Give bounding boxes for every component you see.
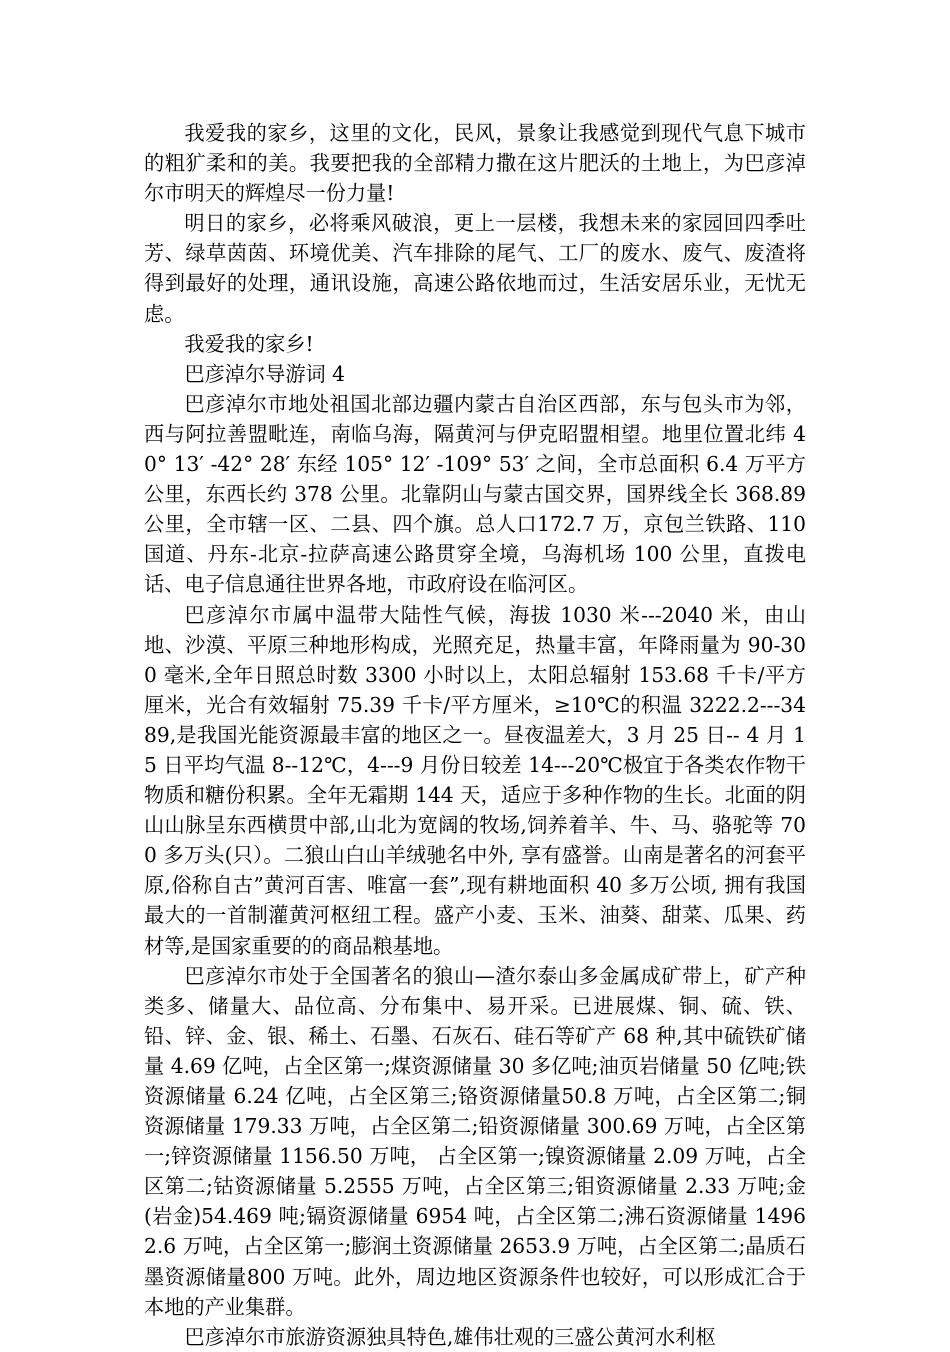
paragraph-tourism: 巴彦淖尔市旅游资源独具特色,雄伟壮观的三盛公黄河水利枢: [184, 1324, 716, 1349]
paragraph-climate: 巴彦淖尔市属中温带大陆性气候，海拔 1030 米---2040 米，由山地、沙漠、平原三种地形构成，光照充足，热量丰富，年降雨量为 90-300 毫米,全年日照总时数 3300 小时以上，太阳总辐射 153.68 千卡/平方厘米，光合有效辐射 75.39 千卡/平方厘米，≥10℃的积温 3222.2---3489,是我国光能资源最丰富的地区之一。昼夜温差大，3 月 25 日-- 4 月 15 日平均气温 8--12℃，4---9 月份日较差 14---20℃极宜于各类农作物干物质和糖份积累。全年无霜期 144 天，适应于多种作物的生长。北面的阴山山脉呈东西横贯中部,山北为宽阔的牧场,饲养着羊、牛、马、骆驼等 700 多万头(只）。二狼山白山羊绒驰名中外, 享有盛誉。山南是著名的河套平原,俗称自古”黄河百害、唯富一套”,现有耕地面积 40 多万公顷, 拥有我国最大的一首制灌黄河枢纽工程。盛产小麦、玉米、油葵、甜菜、瓜果、药材等,是国家重要的的商品粮基地。: [144, 602, 806, 958]
paragraph-geography: 巴彦淖尔市地处祖国北部边疆内蒙古自治区西部，东与包头市为邻，西与阿拉善盟毗连，南临乌海，隔黄河与伊克昭盟相望。地里位置北纬 40° 13′ -42° 28′ 东经 105° 12′ -109° 53′ 之间，全市总面积 6.4 万平方公里，东西长约 378 公里。北靠阴山与蒙古国交界，国界线全长 368.89 公里，全市辖一区、二县、四个旗。总人口172.7 万，京包兰铁路、110 国道、丹东-北京-拉萨高速公路贯穿全境，乌海机场 100 公里，直拨电话、电子信息通往世界各地，市政府设在临河区。: [144, 391, 806, 597]
section-heading: 巴彦淖尔导游词 4: [184, 361, 345, 386]
paragraph-love-hometown: 我爱我的家乡，这里的文化，民风，景象让我感觉到现代气息下城市的粗犷柔和的美。我要把我的全部精力撒在这片肥沃的土地上，为巴彦淖尔市明天的辉煌尽一份力量!: [144, 121, 806, 206]
paragraph-minerals: 巴彦淖尔市处于全国著名的狼山—渣尔泰山多金属成矿带上，矿产种类多、储量大、品位高、分布集中、易开采。已进展煤、铜、硫、铁、铅、锌、金、银、稀土、石墨、石灰石、硅石等矿产 68 种,其中硫铁矿储量 4.69 亿吨，占全区第一;煤资源储量 30 多亿吨;油页岩储量 50 亿吨;铁资源储量 6.24 亿吨，占全区第三;铬资源储量50.8 万吨，占全区第二;铜资源储量 179.33 万吨，占全区第二;铅资源储量 300.69 万吨，占全区第一;锌资源储量 1156.50 万吨， 占全区第一;镍资源储量 2.09 万吨，占全区第二;钴资源储量 5.2555 万吨，占全区第三;钼资源储量 2.33 万吨;金(岩金)54.469 吨;镉资源储量 6954 吨，占全区第二;沸石资源储量 14962.6 万吨，占全区第一;膨润土资源储量 2653.9 万吨，占全区第二;晶质石墨资源储量800 万吨。此外，周边地区资源条件也较好，可以形成汇合于本地的产业集群。: [144, 963, 806, 1319]
paragraph-i-love-hometown: 我爱我的家乡!: [184, 331, 314, 356]
paragraph-future-hometown: 明日的家乡，必将乘风破浪，更上一层楼，我想未来的家园回四季吐芳、绿草茵茵、环境优美、汽车排除的尾气、工厂的废水、废气、废渣将得到最好的处理，通讯设施，高速公路依地而过，生活安居乐业，无忧无虑。: [144, 211, 806, 326]
document-body: [144, 118, 806, 1352]
